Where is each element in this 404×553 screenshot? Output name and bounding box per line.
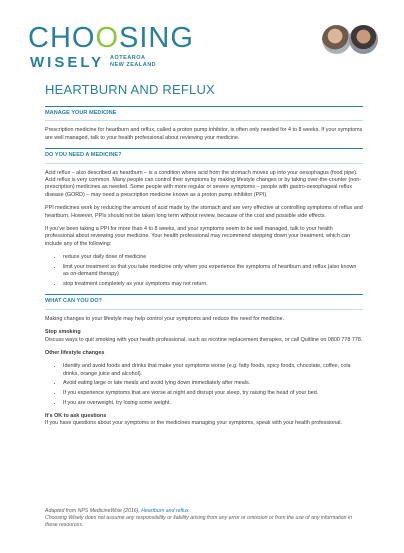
logo-subword: WISELY [30, 54, 105, 71]
need-paragraph-2: PPI medicines work by reducing the amount of acid made by the stomach and are very effective at controlling symptoms of reflux and heartburn. However, PPIs should not be taken long term without review, because of the cost and possible side effects. [45, 205, 363, 219]
section-heading-need: DO YOU NEED A MEDICINE? [45, 148, 363, 163]
list-item: • Identify and avoid foods and drinks that make your symptoms worse (e.g. fatty foods, spicy foods, chocolate, coffee, cola drinks, orange juice and alcohol). [63, 363, 363, 378]
list-item: • stop treatment completely as your symptoms may not return. [63, 281, 363, 288]
need-paragraph-3: If you've been taking a PPI for more than 4 to 8 weeks, and your symptoms seem to be well managed, talk to your health professional about reviewing your medicine. Your health professional may recommend stepping down your treatment, which can include any of the following: [45, 226, 351, 247]
page-title: HEARTBURN AND REFLUX [45, 82, 215, 97]
ask-text: If you have questions about your symptoms or the medicines managing your symptoms, speak with your health professional. [45, 420, 342, 427]
lifestyle-heading: Other lifestyle changes [45, 349, 105, 356]
ask-heading: It's OK to ask questions [45, 412, 107, 419]
source-link[interactable]: Heartburn and reflux. [141, 508, 190, 514]
manage-text: Prescription medicine for heartburn and reflux, called a proton pump inhibitor, is often only needed for 4 to 8 weeks. If your symptoms are well managed, talk to your health professional about reviewing your medicine. [45, 127, 363, 141]
list-item: • Avoid eating large or late meals and avoid lying down immediately after meals. [63, 380, 363, 387]
list-item: • If you experience symptoms that are worse at night and disrupt your sleep, try raising the head of your bed. [63, 390, 363, 397]
disclaimer: Choosing Wisely does not assume any responsibility or liability arising from any error or omission or from the use of any information in these resources. [45, 515, 353, 528]
header [28, 22, 378, 82]
list-item: • reduce your daily dose of medicine [63, 254, 363, 261]
section-heading-what: WHAT CAN YOU DO? [45, 294, 363, 309]
source-note: Adapted from NPS MedicineWise (2016), Heartburn and reflux. [45, 508, 190, 514]
avatar [349, 25, 378, 54]
lifestyle-list [45, 363, 363, 407]
avatar [322, 25, 351, 54]
need-paragraph-1: Acid reflux – also described as heartburn – is a condition where acid from the stomach moves up into your oesophagus (food pipe). Acid reflux is very common. Many people can control their symptoms by making lifestyle changes or by taking over-the-counter (non-prescription) medicines as needed. Some people with more regular or severe symptoms – people with gastro-oesophageal reflux disease (GORD) – may need a prescription medicine known as a proton pump inhibitor (PPI). [45, 169, 362, 198]
footer [45, 508, 363, 529]
choosing-wisely-logo [28, 22, 194, 74]
list-item: • limit your treatment so that you take medicine only when you experience the symptoms of heartburn and reflux (also known as on-demand therapy) [63, 264, 363, 279]
logo-wordmark: CHOOSING [28, 22, 194, 54]
list-item: • If you are overweight, try losing some weight. [63, 400, 363, 407]
smoking-heading: Stop smoking [45, 329, 81, 336]
smoking-text: Discuss ways to quit smoking with your health professional, such as nicotine replacement therapies, or call Quitline on 0800 778 778. [45, 336, 363, 343]
main-content [45, 106, 363, 434]
logo-region: AOTEAROA NEW ZEALAND [110, 55, 157, 68]
what-intro: Making changes to your lifestyle may help control your symptoms and reduce the need for medicine. [45, 315, 285, 322]
stepdown-list [45, 254, 363, 288]
section-heading-manage: MANAGE YOUR MEDICINE [45, 106, 363, 121]
header-photos [322, 25, 378, 55]
